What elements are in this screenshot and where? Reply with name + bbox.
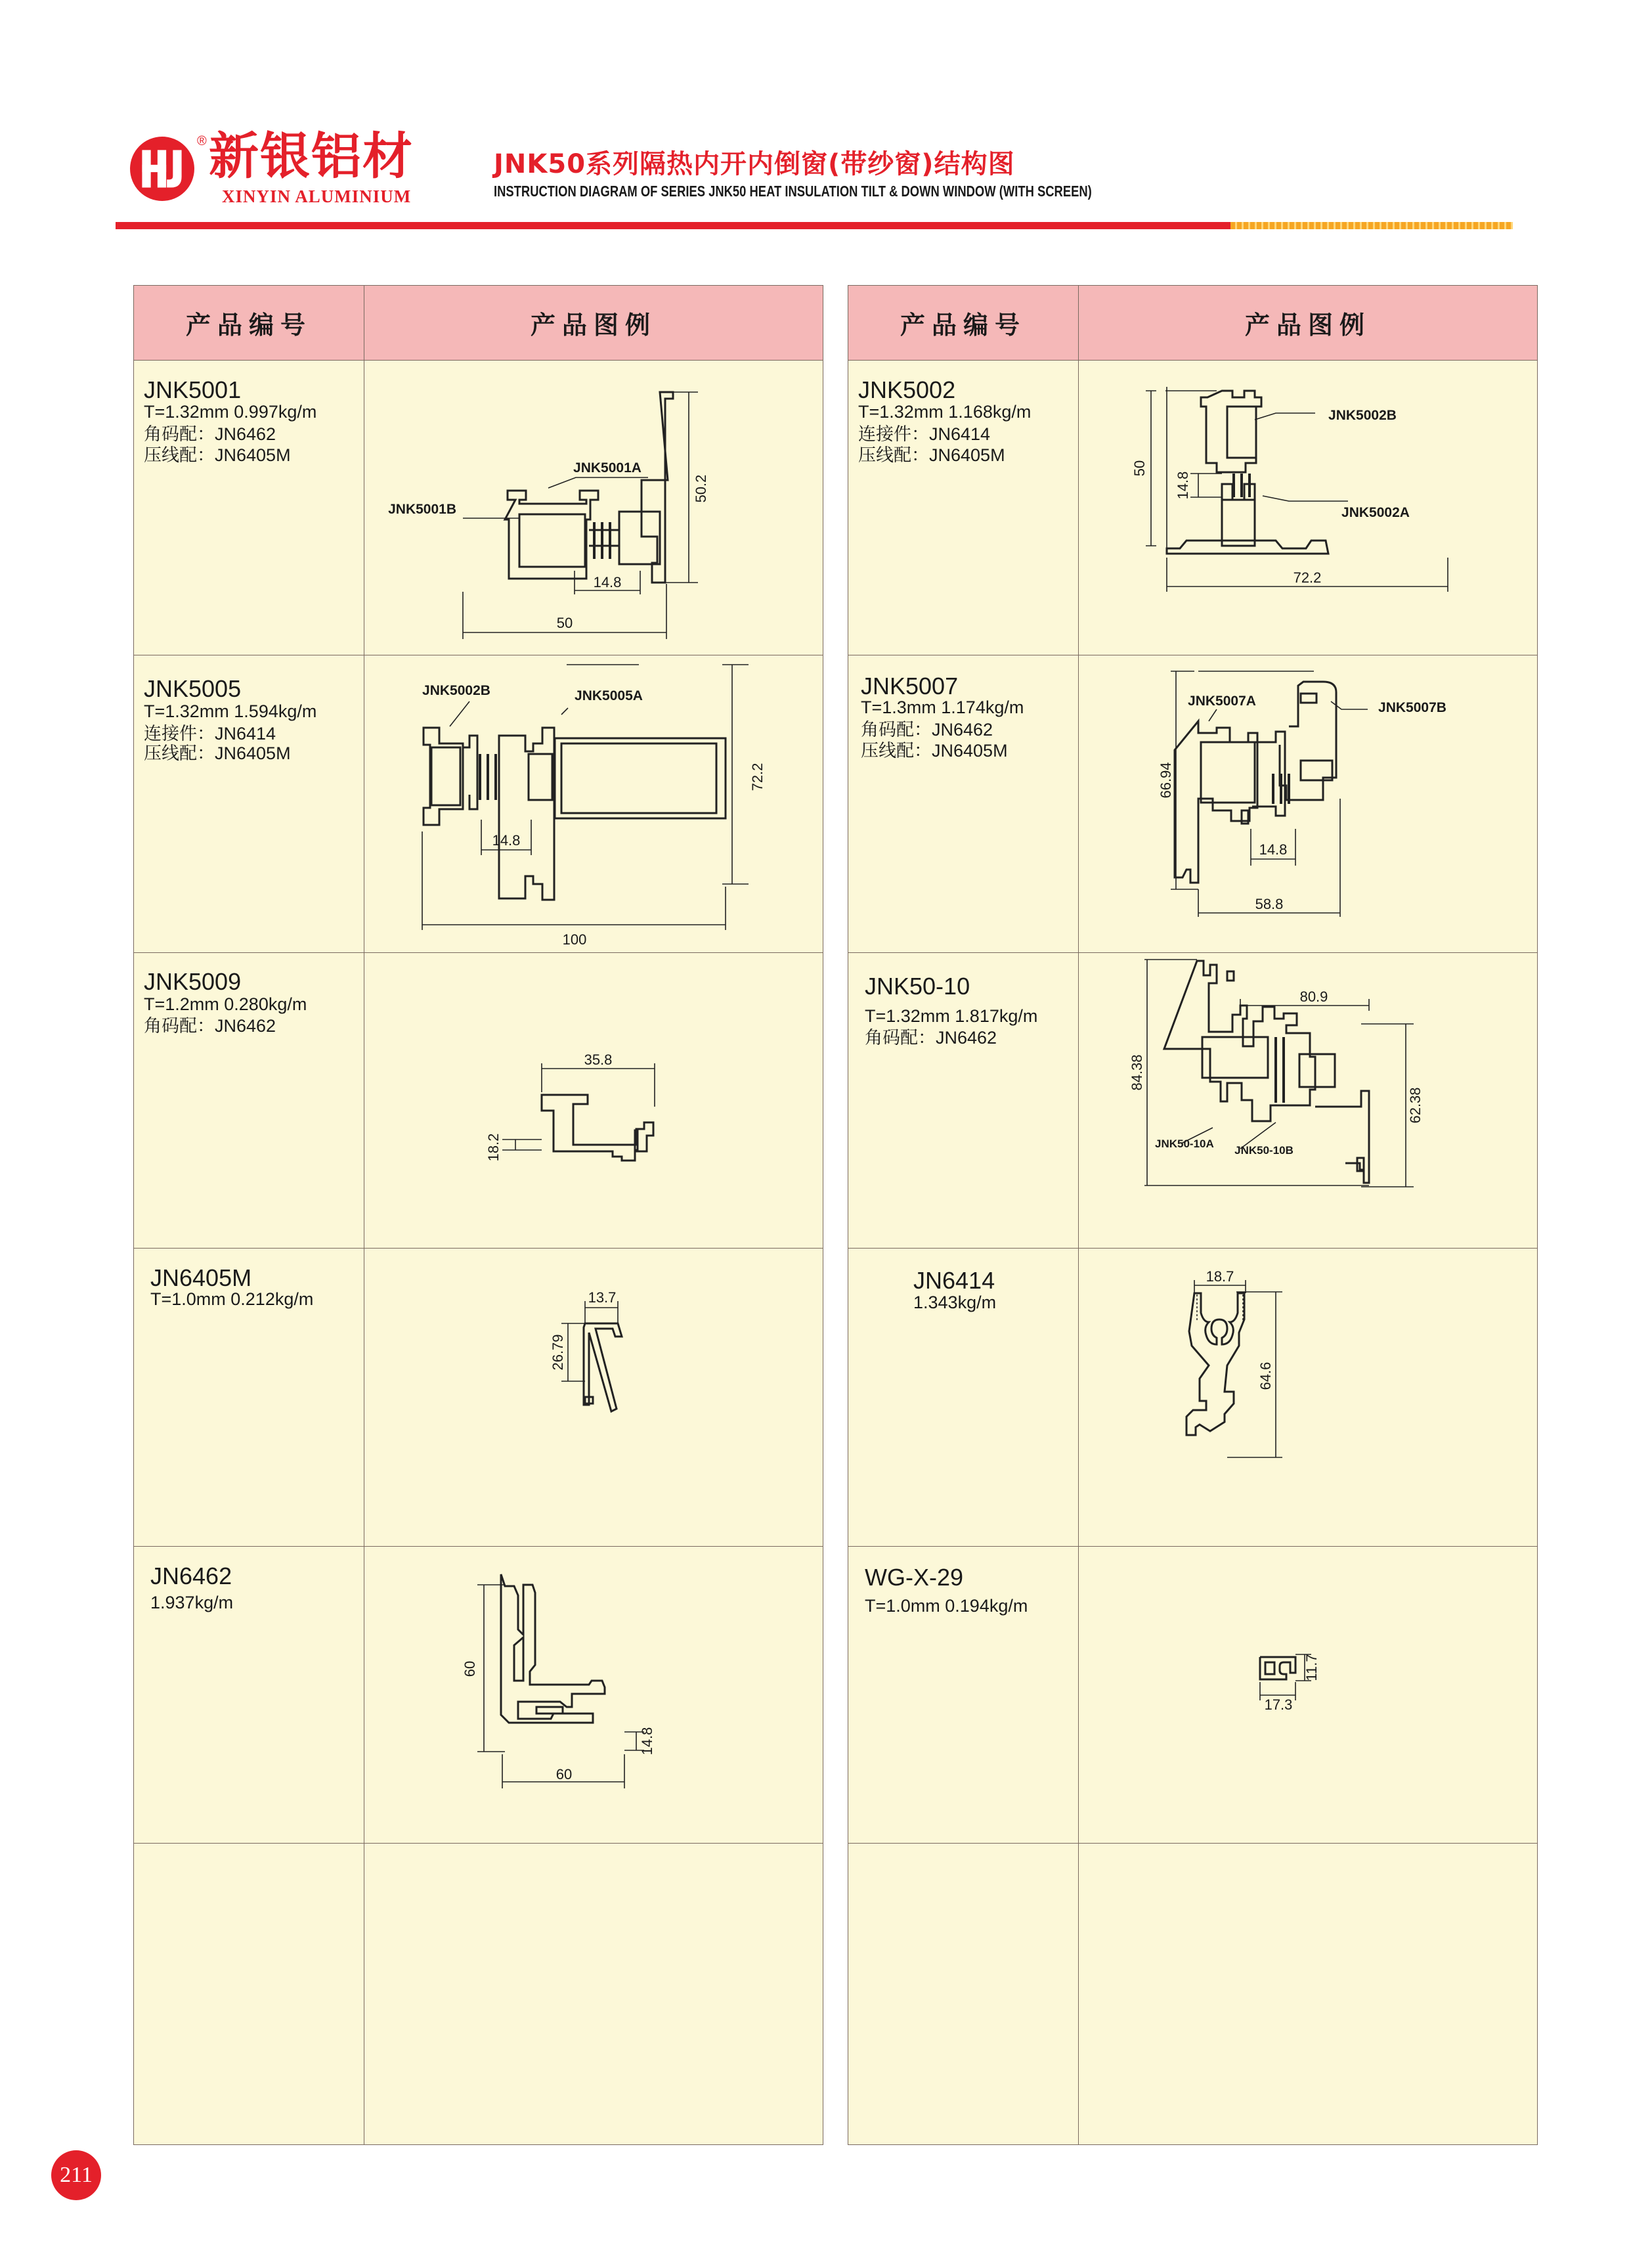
- dimension-label: 11.7: [1303, 1654, 1320, 1681]
- dimension-label: 50: [556, 615, 573, 631]
- column-header-figure: 产品图例: [364, 285, 823, 361]
- brand-logo: [129, 135, 196, 202]
- product-spec: T=1.32mm 1.817kg/m: [865, 1006, 1038, 1026]
- product-code: WG-X-29: [865, 1564, 964, 1591]
- part-label: JNK50-10A: [1155, 1138, 1214, 1150]
- product-spec: 连接件：JN6414: [144, 724, 276, 743]
- part-label: JNK5002B: [1328, 408, 1397, 423]
- dimension-label: 13.7: [588, 1289, 617, 1306]
- row-divider: [848, 1843, 1538, 1844]
- product-spec: 连接件：JN6414: [858, 424, 991, 444]
- header-rule-orange: [1230, 222, 1513, 229]
- product-spec: T=1.32mm 1.594kg/m: [144, 701, 317, 721]
- brand-name-cn: 新银铝材: [209, 127, 414, 185]
- part-label: JNK5007B: [1378, 700, 1446, 715]
- product-spec: 压线配：JN6405M: [144, 743, 291, 763]
- product-spec: T=1.32mm 0.997kg/m: [144, 402, 317, 422]
- product-spec: T=1.2mm 0.280kg/m: [144, 994, 307, 1014]
- product-code: JNK50-10: [865, 973, 970, 1000]
- dimension-label: 64.6: [1257, 1361, 1274, 1390]
- dimension-label: 80.9: [1299, 988, 1328, 1005]
- dimension-label: 60: [555, 1766, 573, 1782]
- product-code: JNK5001: [144, 376, 242, 403]
- page-title-cn: JNK50系列隔热内开内倒窗(带纱窗)结构图: [494, 149, 1015, 179]
- part-label: JNK50-10B: [1234, 1144, 1293, 1157]
- product-spec: 压线配：JN6405M: [861, 741, 1008, 761]
- product-spec: T=1.32mm 1.168kg/m: [858, 402, 1032, 422]
- product-code: JNK5005: [144, 675, 242, 702]
- product-spec: 1.343kg/m: [913, 1293, 997, 1312]
- profile-drawing-jn6405m: [364, 1249, 823, 1546]
- dimension-label: 50: [1131, 460, 1148, 477]
- profile-drawing-jnk5005: [364, 655, 823, 952]
- part-label: JNK5005A: [575, 688, 643, 703]
- dimension-label: 14.8: [1259, 841, 1288, 858]
- registered-mark: ®: [197, 134, 207, 148]
- product-table-left: [133, 285, 823, 2145]
- brand-name-en: XINYIN ALUMINIUM: [222, 187, 412, 206]
- product-spec: 压线配：JN6405M: [144, 445, 291, 465]
- column-header-code: 产品编号: [848, 285, 1079, 361]
- header-rule-red: [116, 222, 1230, 229]
- profile-drawing-jnk5002: [1079, 361, 1538, 655]
- product-spec: T=1.3mm 1.174kg/m: [861, 697, 1024, 717]
- dimension-label: 62.38: [1407, 1087, 1424, 1124]
- product-spec: 1.937kg/m: [150, 1593, 234, 1612]
- dimension-label: 17.3: [1264, 1696, 1293, 1713]
- page-number: 211: [51, 2150, 101, 2200]
- part-label: JNK5001A: [573, 460, 641, 476]
- dimension-label: 66.94: [1158, 762, 1174, 799]
- product-code: JN6414: [913, 1267, 995, 1294]
- product-spec: T=1.0mm 0.194kg/m: [865, 1596, 1028, 1616]
- dimension-label: 84.38: [1129, 1054, 1145, 1091]
- profile-drawing-jnk50-10: [1079, 953, 1538, 1248]
- profile-drawing-jnk5001: [364, 361, 823, 655]
- row-divider: [133, 1843, 823, 1844]
- profile-drawing-jn6414: [1079, 1249, 1538, 1546]
- product-code: JN6462: [150, 1562, 232, 1589]
- dimension-label: 58.8: [1255, 896, 1284, 912]
- page-title-en: INSTRUCTION DIAGRAM OF SERIES JNK50 HEAT INSULATION TILT & DOWN WINDOW (WITH SCREEN): [494, 183, 1092, 200]
- product-code: JNK5007: [861, 673, 959, 699]
- part-label: JNK5002A: [1341, 505, 1410, 520]
- dimension-label: 14.8: [639, 1727, 655, 1756]
- product-code: JNK5002: [858, 376, 956, 403]
- dimension-label: 26.79: [550, 1334, 566, 1371]
- product-spec: 角码配：JN6462: [144, 424, 276, 444]
- dimension-label: 100: [562, 931, 587, 948]
- dimension-label: 14.8: [492, 832, 521, 849]
- profile-drawing-jnk5009: [364, 953, 823, 1248]
- profile-drawing-jnk5007: [1079, 655, 1538, 952]
- dimension-label: 72.2: [749, 763, 766, 791]
- column-header-figure: 产品图例: [1078, 285, 1538, 361]
- part-label: JNK5002B: [422, 683, 490, 698]
- part-label: JNK5001B: [388, 502, 456, 517]
- dimension-label: 35.8: [584, 1052, 613, 1068]
- product-spec: 角码配：JN6462: [861, 720, 993, 740]
- dimension-label: 14.8: [593, 574, 622, 590]
- product-code: JNK5009: [144, 968, 242, 995]
- profile-drawing-wg-x-29: [1079, 1547, 1538, 1843]
- product-table-right: [848, 285, 1538, 2145]
- column-header-code: 产品编号: [133, 285, 364, 361]
- product-code: JN6405M: [150, 1264, 252, 1291]
- product-spec: T=1.0mm 0.212kg/m: [150, 1289, 314, 1309]
- dimension-label: 18.2: [485, 1133, 502, 1162]
- dimension-label: 72.2: [1293, 569, 1322, 586]
- product-spec: 角码配：JN6462: [865, 1028, 997, 1048]
- product-spec: 压线配：JN6405M: [858, 445, 1005, 465]
- dimension-label: 18.7: [1206, 1268, 1234, 1285]
- part-label: JNK5007A: [1188, 694, 1256, 709]
- profile-drawing-jn6462: [364, 1547, 823, 1843]
- product-spec: 角码配：JN6462: [144, 1016, 276, 1036]
- dimension-label: 14.8: [1175, 471, 1191, 500]
- dimension-label: 60: [462, 1660, 478, 1677]
- dimension-label: 50.2: [693, 474, 709, 503]
